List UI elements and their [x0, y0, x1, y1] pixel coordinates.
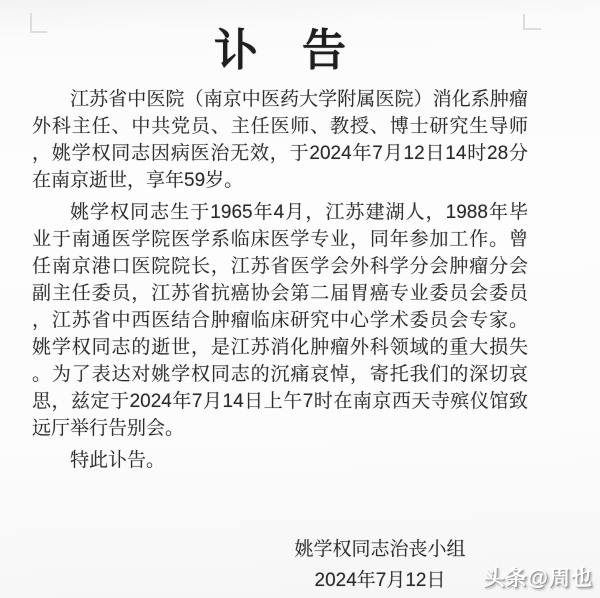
body-line: 思，兹定于2024年7月14日上午7时在南京西天寺殡仪馆致 — [32, 391, 528, 412]
paragraph — [32, 86, 528, 194]
paragraph — [32, 447, 528, 474]
closing-block — [250, 534, 510, 596]
body-line: 副主任委员，江苏省抗癌协会第二届胃癌专业委员会委员 — [32, 283, 528, 304]
body-line: ，江苏省中西医结合肿瘤临床研究中心学术委员会专家。 — [32, 310, 528, 331]
body-line: 特此讣告。 — [70, 450, 166, 471]
body-line: 。为了表达对姚学权同志的沉痛哀悼，寄托我们的深切哀 — [32, 364, 528, 385]
obituary-body — [32, 86, 528, 474]
toutiao-watermark — [484, 562, 593, 592]
paragraph — [32, 199, 528, 442]
body-line: 姚学权同志的逝世，是江苏消化肿瘤外科领域的重大损失 — [32, 337, 528, 358]
body-line: 在南京逝世，享年59岁。 — [32, 170, 244, 191]
body-line: ，姚学权同志因病医治无效，于2024年7月12日14时28分 — [32, 143, 528, 164]
signature-group-name: 姚学权同志治丧小组 — [294, 539, 466, 560]
watermark-text: 头条@周也 — [483, 567, 593, 590]
signature-date: 2024年7月12日 — [314, 570, 446, 591]
body-line: 外科主任、中共党员、主任医师、教授、博士研究生导师 — [32, 116, 528, 137]
body-line: 任南京港口医院院长，江苏省医学会外科学分会肿瘤分会 — [32, 256, 528, 277]
body-line: 姚学权同志生于1965年4月，江苏建湖人，1988年毕 — [70, 202, 528, 223]
body-line: 江苏省中医院（南京中医药大学附属医院）消化系肿瘤 — [70, 89, 528, 110]
body-line: 业于南通医学院医学系临床医学专业，同年参加工作。曾 — [32, 229, 528, 250]
obituary-title: 讣 告 — [214, 26, 346, 75]
body-line: 远厅举行告别会。 — [32, 418, 185, 439]
